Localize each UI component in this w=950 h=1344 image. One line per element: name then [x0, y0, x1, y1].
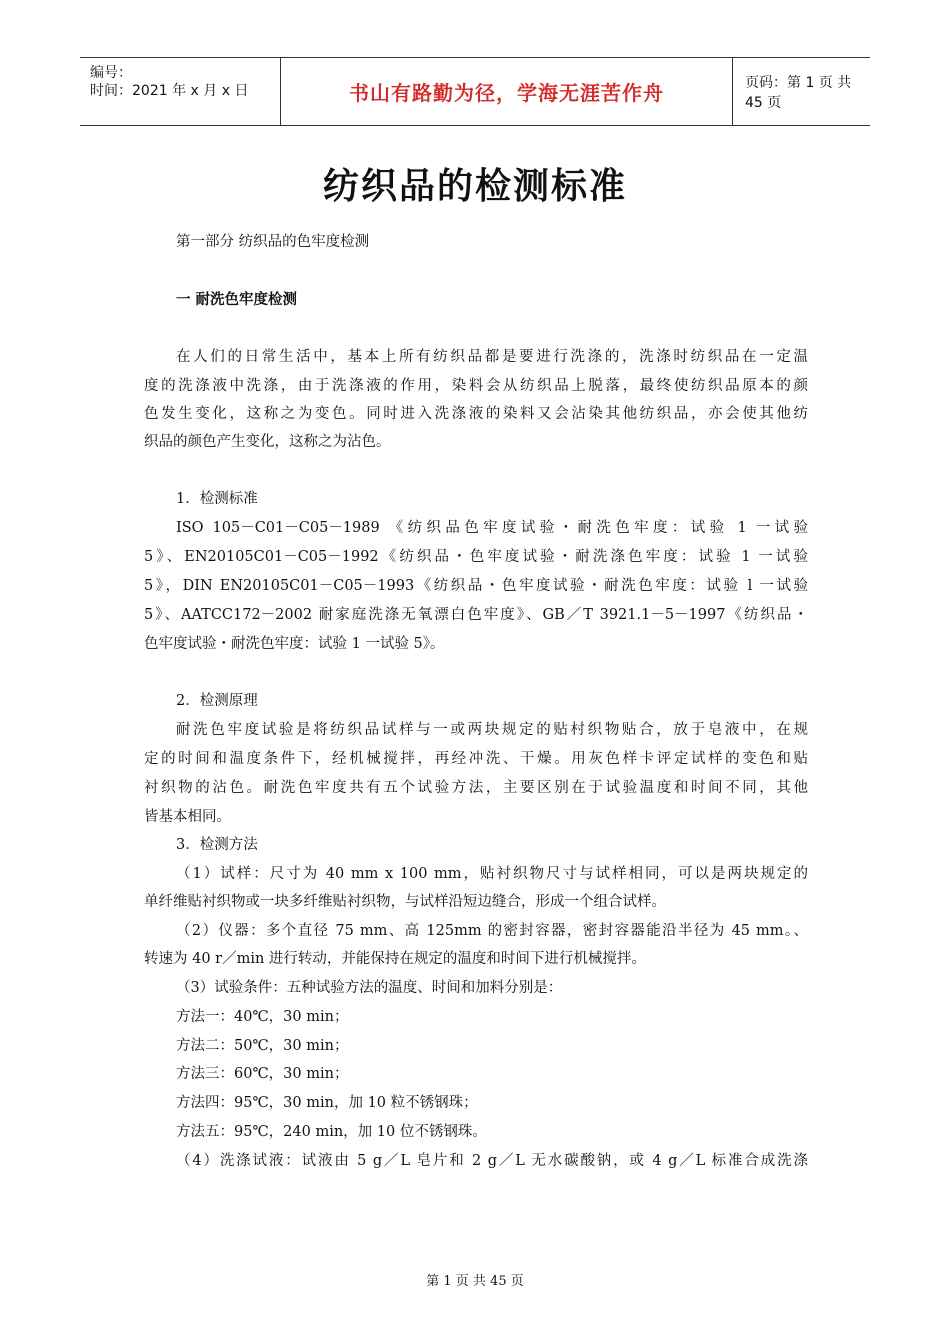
principle-line: 耐洗色牢度试验是将纺织品试样与一或两块规定的贴村织物贴合，放于皂液中，在规 — [176, 722, 808, 738]
principle-heading: 2．检测原理 — [176, 693, 258, 709]
document-time-label: 时间：2021 年 x 月 x 日 — [90, 83, 249, 99]
method-line: 方法二：50℃，30 min； — [176, 1038, 349, 1054]
method-line: 方法五：95℃，240 min，加 10 位不锈钢珠。 — [176, 1124, 487, 1140]
standards-line: 5》、EN20105C01－C05－1992《纺织品・色牢度试验・耐洗涤色牢度：试验 1 一试验 — [144, 549, 808, 565]
method-line: 方法一：40℃，30 min； — [176, 1009, 349, 1025]
standards-line: ISO 105－C01－C05－1989 《纺织品色牢度试验・耐洗色牢度：试验 1 一试验 — [176, 520, 808, 536]
document-title: 纺织品的检测标准 — [322, 166, 627, 207]
section-heading: 一 耐洗色牢度检测 — [176, 292, 298, 308]
method-line: 方法三：60℃，30 min； — [176, 1066, 349, 1082]
method-line: （3）试验条件：五种试验方法的温度、时间和加料分别是： — [176, 980, 563, 996]
intro-line: 织品的颜色产生变化，这称之为沾色。 — [144, 434, 391, 450]
method-line: （1）试样：尺寸为 40 mm x 100 mm，贴衬织物尺寸与试样相同，可以是两块规定的 — [176, 866, 808, 882]
header-page-cell — [733, 58, 870, 125]
method-heading: 3．检测方法 — [176, 837, 258, 853]
method-line: 方法四：95℃，30 min，加 10 粒不锈钢珠； — [176, 1095, 478, 1111]
standards-line: 色牢度试验・耐洗色牢度：试验 1 一试验 5》。 — [144, 636, 445, 652]
principle-line: 皆基本相同。 — [144, 809, 231, 825]
document-number-label: 编号： — [90, 65, 132, 81]
page-header — [80, 57, 870, 126]
method-line: （2）仪器：多个直径 75 mm、高 125mm 的密封容器，密封容器能沿半径为 45 mm。、 — [176, 923, 808, 939]
motto-text: 书山有路勤为径，学海无涯苦作舟 — [349, 81, 664, 105]
principle-line: 定的时间和温度条件下，经机械搅拌，再经冲洗、干燥。用灰色样卡评定试样的变色和贴 — [144, 751, 808, 767]
standards-heading: 1．检测标准 — [176, 491, 258, 507]
header-motto-cell — [280, 58, 733, 125]
header-info-cell — [80, 58, 280, 125]
standards-line: 5》、AATCC172－2002 耐家庭洗涤无氧漂白色牢度》、GB／T 3921.1－5－1997《纺织品・ — [144, 607, 808, 623]
page-footer: 第 1 页 共 45 页 — [426, 1274, 524, 1289]
intro-line: 色发生变化，这称之为变色。同时进入洗涤液的染料又会沾染其他纺织品，亦会使其他纺 — [144, 406, 808, 422]
method-line: 单纤维贴衬织物或一块多纤维贴衬织物，与试样沿短边缝合，形成一个组合试样。 — [144, 894, 666, 910]
principle-line: 衬织物的沾色。耐洗色牢度共有五个试验方法，主要区别在于试验温度和时间不同，其他 — [144, 780, 808, 796]
standards-line: 5》，DIN EN20105C01－C05－1993《纺织品・色牢度试验・耐洗色牢度：试验 l 一试验 — [144, 578, 808, 594]
method-line: （4）洗涤试液：试液由 5 g／L 皂片和 2 g／L 无水碳酸钠，或 4 g／L 标准合成洗涤 — [176, 1153, 808, 1169]
method-line: 转速为 40 r／min 进行转动，并能保持在规定的温度和时间下进行机械搅拌。 — [144, 951, 646, 967]
part-heading: 第一部分 纺织品的色牢度检测 — [176, 234, 370, 250]
intro-line: 度的洗涤液中洗涤，由于洗涤液的作用，染料会从纺织品上脱落，最终使纺织品原本的颜 — [144, 378, 808, 394]
intro-line: 在人们的日常生活中，基本上所有纺织品都是要进行洗涤的，洗涤时纺织品在一定温 — [176, 349, 808, 365]
page-counter: 页码：第 1 页 共 45 页 — [745, 74, 852, 111]
